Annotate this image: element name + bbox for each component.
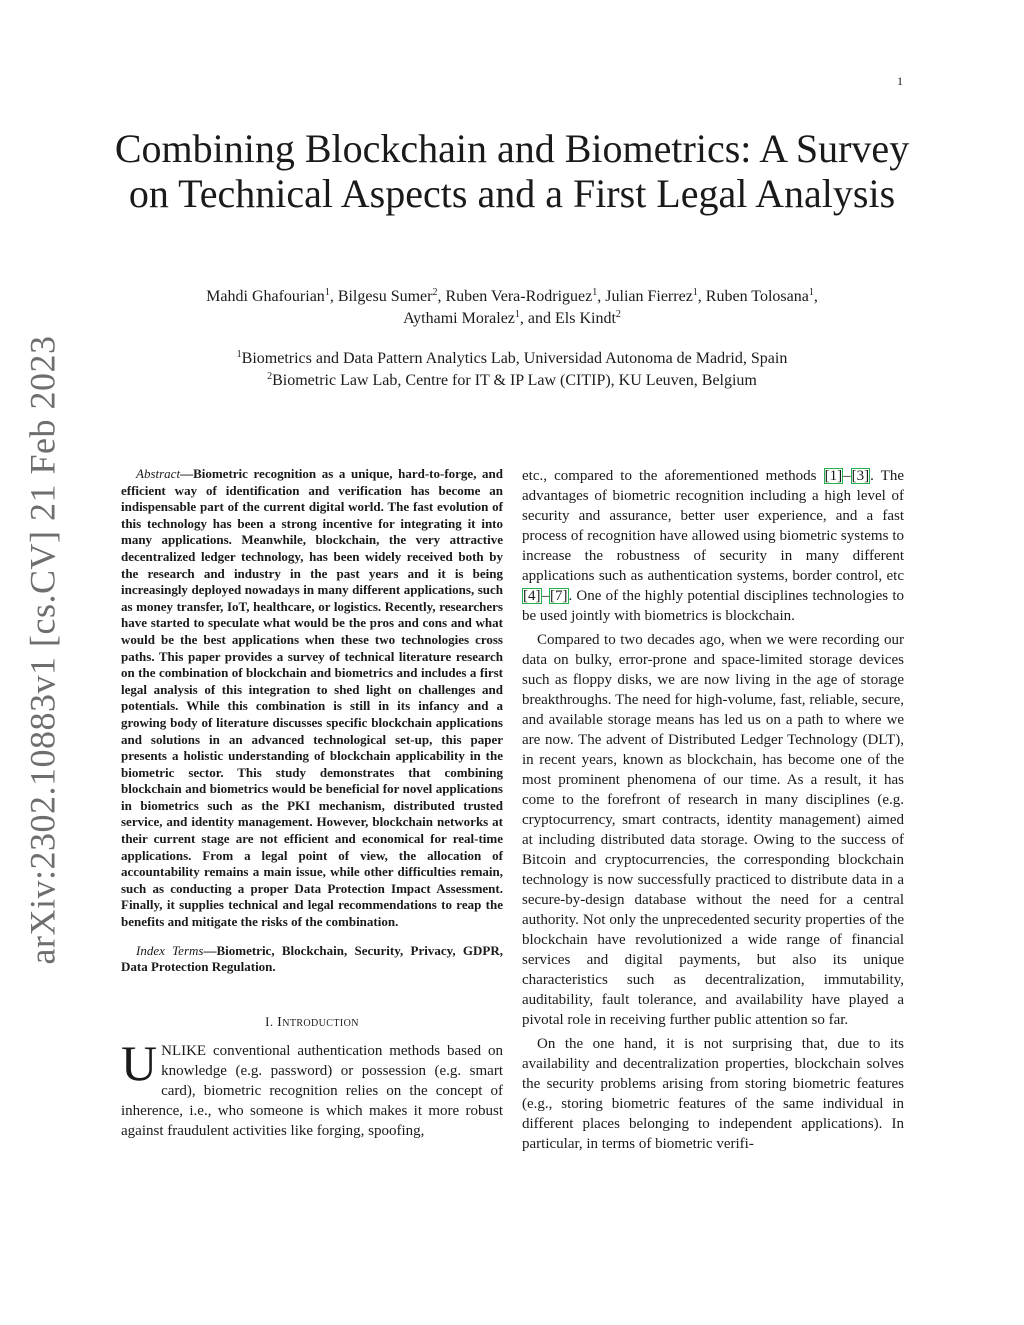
affiliation: $^1$Biometrics and Data Pattern Analytics Lab, Universidad Autonoma de Madrid, Spain	[236, 349, 788, 367]
page-number: 1	[897, 74, 903, 88]
index-terms-label: Index Terms	[136, 942, 204, 958]
author: Els Kindt$^2$	[555, 309, 621, 327]
section-heading: I. Introduction	[265, 1013, 359, 1030]
author: Julian Fierrez$^1$,	[605, 287, 706, 305]
affiliation: $^2$Biometric Law Lab, Centre for IT & IP Law (CITIP), KU Leuven, Belgium	[267, 371, 757, 389]
abstract	[121, 466, 503, 931]
index-terms-text: —Biometric, Blockchain, Security, Privacy, GDPR, Data Protection Regulation.	[121, 942, 504, 975]
abstract-label: Abstract	[136, 466, 181, 481]
index-terms	[121, 943, 503, 976]
intro-paragraph-1: UNLIKE conventional authentication methods based on knowledge (e.g. password) or possession (e.g. smart card), biometric recognition relies on the concept of inherence, i.e., who someone is which makes it more robust against fraudulent activities like forging, spoofing,	[121, 1034, 503, 1139]
left-column	[121, 466, 503, 1141]
intro-paragraph-2: Compared to two decades ago, when we were recording our data on bulky, error-prone and space-limited storage devices such as floppy disks, we are now living in the age of storage breakthroughs. The need for high-volume, fast, reliable, secure, and available storage means has led us on a path to where we are now. The advent of Distributed Ledger Technology (DLT), in recent years, known as blockchain, has become one of the most prominent phenomena of our time. As a result, it has come to the forefront of research in many disciplines (e.g. cryptocurrency, smart contracts, identity management) aimed at including distributed data storage. Owing to the success of Bitcoin and cryptocurrencies, the corresponding blockchain technology is now successfully practiced to distribute data in a secure-by-design database without the need for a central authority. Not only the unprecedented security properties of the blockchain have revolutionized a wide range of financial services and digital payments, but also its unique characteristics such as decentralization, immutability, auditability, fault tolerance, and availability have played a pivotal role in receiving further public attention so far.	[522, 632, 904, 1028]
citation-link[interactable]: [1]	[824, 468, 843, 484]
author: Ruben Tolosana$^1$,	[705, 287, 818, 305]
intro-paragraph-3: On the one hand, it is not surprising that, due to its availability and decentralization properties, blockchain solves the security problems arising from storing biometric features (e.g., storing biometric features of the same individual in different places belonging to independent applications). In particular, in terms of biometric verifi-	[522, 1036, 904, 1152]
author: Mahdi Ghafourian$^1$,	[206, 287, 338, 305]
citation-link[interactable]: [4]	[523, 588, 541, 604]
intro-paragraph-1-continued: etc., compared to the aforementioned methods [1]–[3]. The advantages of biometric recognition including a high level of security and assurance, better user experience, and a fast process of recognition have allowed using biometric systems to increase the robustness of security in many different applications such as authentication systems, border control, etc [4]–[7]. One of the highly potential disciplines technologies to be used jointly with biometrics is blockchain.	[522, 468, 904, 624]
author: Bilgesu Sumer$^2$,	[337, 287, 446, 305]
citation-link[interactable]: [7]	[550, 588, 568, 604]
author: Aythami Moralez$^1$, and	[403, 309, 556, 327]
author-list	[112, 286, 912, 330]
arxiv-identifier-stamp	[20, 335, 64, 965]
paper-title: Combining Blockchain and Biometrics: A Survey on Technical Aspects and a First Legal Analysis	[114, 126, 910, 216]
citation-link[interactable]: [3]	[851, 468, 870, 484]
arxiv-identifier-text: arXiv:2302.10883v1 [cs.CV] 21 Feb 2023	[22, 335, 63, 965]
right-column	[522, 466, 904, 1154]
drop-cap: U	[121, 1034, 158, 1091]
author: Ruben Vera-Rodriguez$^1$,	[445, 287, 606, 305]
abstract-text: —Biometric recognition as a unique, hard-to-forge, and efficient way of identification and verification has become an indispensable part of the current digital world. The fast evolution of this technology has been a strong incentive for integrating it into many applications. Meanwhile, blockchain, the very attractive decentralized ledger technology, has been widely received both by the research and industry in the past years and it is being increasingly deployed nowadays in many different applications, such as money transfer, IoT, healthcare, or logistics. Recently, researchers have started to speculate what would be the pros and cons and what would be the best applications when these two technologies cross paths. This paper provides a survey of technical literature research on the combination of blockchain and biometrics and includes a first legal analysis of this integration to shed light on challenges and potentials. While this combination is still in its infancy and a growing body of literature discusses specific blockchain applications and solutions in an advanced technological set-up, this paper presents a holistic understanding of blockchain applicability in the biometric sector. This study demonstrates that combining blockchain and biometrics would be beneficial for novel applications in biometrics such as the PKI mechanism, distributed trusted service, and identity management. However, blockchain networks at their current stage are not efficient and economical for real-time applications. From a legal point of view, the allocation of accountability remains a main issue, while other difficulties remain, such as conducting a proper Data Protection Impact Assessment. Finally, it supplies technical and legal recommendations to reap the benefits and mitigate the risks of the combination.	[121, 466, 503, 930]
affiliation-list	[112, 348, 912, 392]
